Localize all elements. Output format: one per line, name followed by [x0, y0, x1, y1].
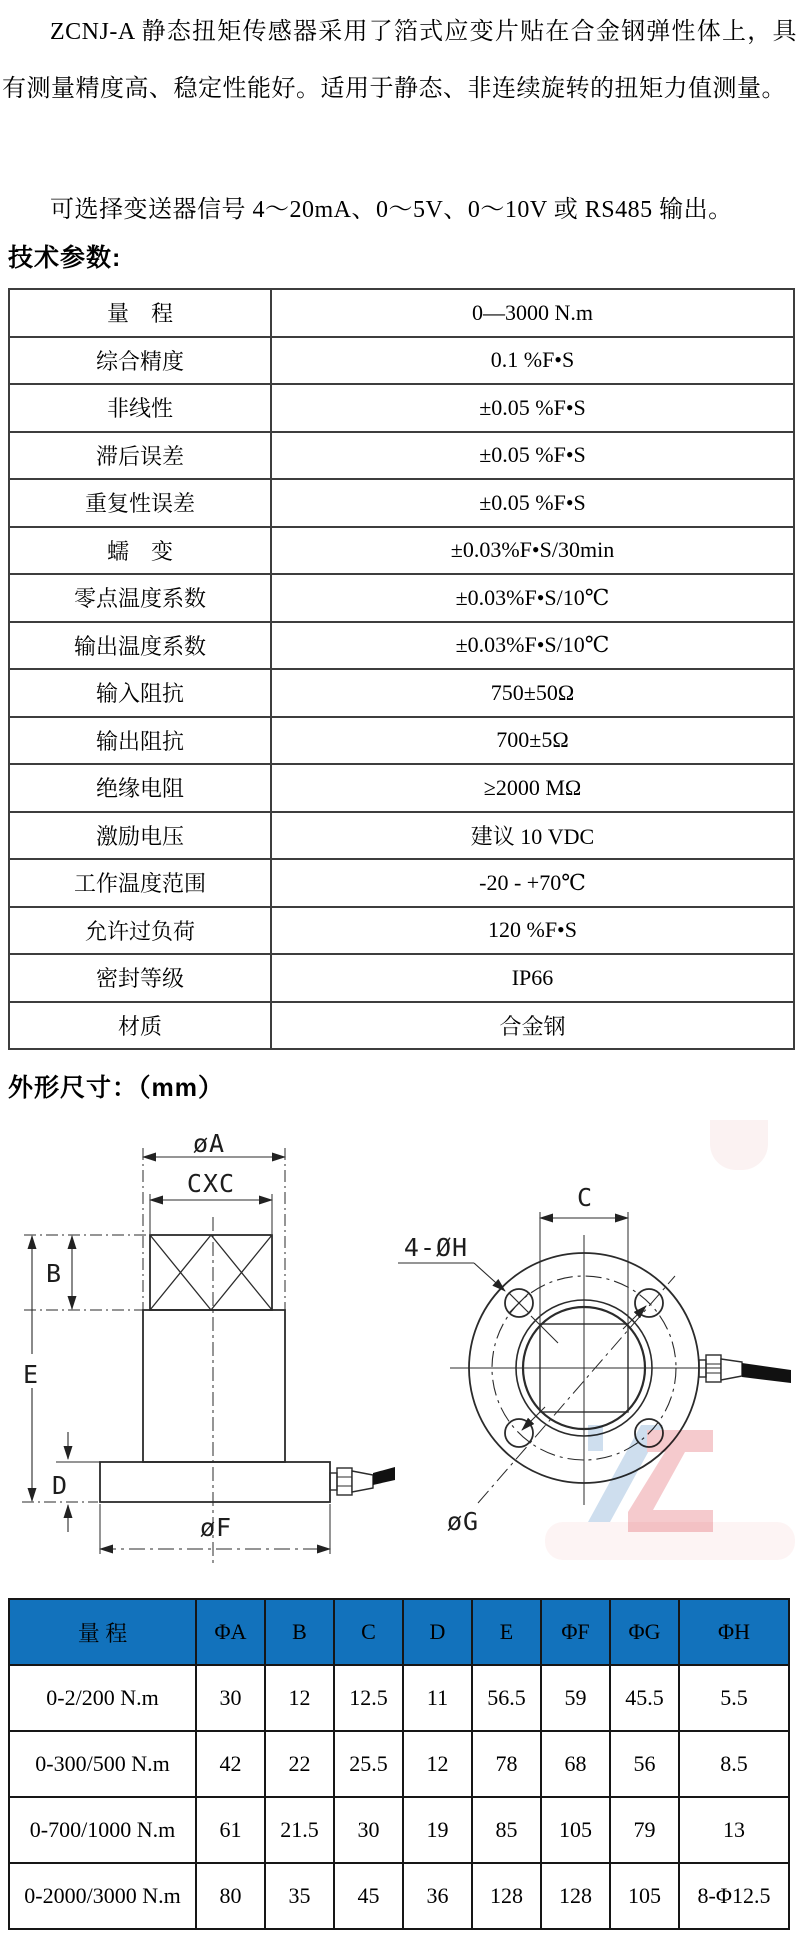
- spec-row: [9, 574, 794, 622]
- dim-value-cell: 19: [403, 1797, 472, 1863]
- dim-value-cell: 68: [541, 1731, 610, 1797]
- dim-value-cell: 30: [334, 1797, 403, 1863]
- spec-param-value: 120 %F•S: [271, 907, 794, 955]
- dim-col-header: D: [403, 1599, 472, 1665]
- dim-value-cell: 8-Φ12.5: [679, 1863, 789, 1929]
- spec-param-value: ±0.05 %F•S: [271, 479, 794, 527]
- connector-nut: [337, 1468, 352, 1495]
- front-view-drawing: [395, 1118, 800, 1568]
- spec-row: [9, 289, 794, 337]
- dim-value-cell: 59: [541, 1665, 610, 1731]
- dim-label-e: E: [22, 1360, 40, 1389]
- spec-table-body: [9, 289, 794, 1049]
- spec-param-name: 输入阻抗: [9, 669, 271, 717]
- spec-param-name: 输出温度系数: [9, 622, 271, 670]
- dimensions-title: 外形尺寸：（mm）: [8, 1074, 224, 1102]
- leader-line-holes: [474, 1263, 505, 1291]
- spec-row: [9, 622, 794, 670]
- dim-value-cell: 13: [679, 1797, 789, 1863]
- dim-value-cell: 56: [610, 1731, 679, 1797]
- dim-value-cell: 45.5: [610, 1665, 679, 1731]
- dia-g-arrow-bl: [522, 1407, 545, 1430]
- spec-row: [9, 527, 794, 575]
- dim-value-cell: 105: [541, 1797, 610, 1863]
- dim-value-cell: 78: [472, 1731, 541, 1797]
- dim-col-header: E: [472, 1599, 541, 1665]
- dim-value-cell: 5.5: [679, 1665, 789, 1731]
- dim-table-head-row: [9, 1599, 789, 1665]
- dim-label-holes: 4-ØH: [403, 1233, 469, 1262]
- connector-collar: [330, 1473, 337, 1490]
- spec-param-name: 综合精度: [9, 337, 271, 385]
- spec-param-name: 允许过负荷: [9, 907, 271, 955]
- dim-col-header: 量 程: [9, 1599, 196, 1665]
- spec-param-name: 绝缘电阻: [9, 764, 271, 812]
- dim-value-cell: 105: [610, 1863, 679, 1929]
- dim-col-header: C: [334, 1599, 403, 1665]
- spec-row: [9, 432, 794, 480]
- dim-table-row: [9, 1863, 789, 1929]
- connector-cable: [742, 1363, 791, 1383]
- spec-row: [9, 1002, 794, 1050]
- dim-value-cell: 8.5: [679, 1731, 789, 1797]
- spec-param-value: 750±50Ω: [271, 669, 794, 717]
- dim-range-cell: 0-2/200 N.m: [9, 1665, 196, 1731]
- spec-row: [9, 812, 794, 860]
- spec-row: [9, 669, 794, 717]
- spec-param-name: 蠕 变: [9, 527, 271, 575]
- dim-label-dia-f: øF: [199, 1513, 233, 1542]
- logo-blue-square: [588, 1425, 603, 1451]
- dim-table-body: [9, 1665, 789, 1929]
- spec-param-value: ±0.03%F•S/10℃: [271, 574, 794, 622]
- spec-param-value: 0.1 %F•S: [271, 337, 794, 385]
- dim-value-cell: 11: [403, 1665, 472, 1731]
- sensor-base-outline: [100, 1462, 330, 1502]
- intro-paragraph-1: ZCNJ-A 静态扭矩传感器采用了箔式应变片贴在合金钢弹性体上，具有测量精度高、稳定性能好。适用于静态、非连续旋转的扭矩力值测量。: [2, 19, 797, 102]
- dim-value-cell: 12: [403, 1731, 472, 1797]
- dim-value-cell: 56.5: [472, 1665, 541, 1731]
- spec-param-value: ±0.03%F•S/30min: [271, 527, 794, 575]
- dim-label-d: D: [51, 1471, 69, 1500]
- dim-value-cell: 128: [541, 1863, 610, 1929]
- tech-params-title: 技术参数:: [8, 244, 122, 272]
- dim-label-cxc: CXC: [186, 1169, 236, 1198]
- spec-param-value: ≥2000 MΩ: [271, 764, 794, 812]
- dim-table-row: [9, 1797, 789, 1863]
- spec-param-value: 0—3000 N.m: [271, 289, 794, 337]
- spec-param-value: ±0.03%F•S/10℃: [271, 622, 794, 670]
- spec-param-name: 材质: [9, 1002, 271, 1050]
- dim-value-cell: 22: [265, 1731, 334, 1797]
- spec-param-value: 建议 10 VDC: [271, 812, 794, 860]
- spec-param-name: 重复性误差: [9, 479, 271, 527]
- spec-param-value: 合金钢: [271, 1002, 794, 1050]
- intro-paragraph-2: 可选择变送器信号 4～20mA、0～5V、0～10V 或 RS485 输出。: [50, 197, 733, 223]
- spec-param-name: 激励电压: [9, 812, 271, 860]
- dim-range-cell: 0-700/1000 N.m: [9, 1797, 196, 1863]
- dim-table-row: [9, 1731, 789, 1797]
- spec-row: [9, 859, 794, 907]
- dim-value-cell: 12.5: [334, 1665, 403, 1731]
- connector-cone: [721, 1359, 742, 1380]
- dim-value-cell: 128: [472, 1863, 541, 1929]
- spec-row: [9, 384, 794, 432]
- dim-value-cell: 42: [196, 1731, 265, 1797]
- dim-value-cell: 30: [196, 1665, 265, 1731]
- dim-table-row: [9, 1665, 789, 1731]
- spec-param-value: ±0.05 %F•S: [271, 384, 794, 432]
- dim-value-cell: 79: [610, 1797, 679, 1863]
- tech-params-table: [8, 288, 795, 1050]
- spec-param-name: 非线性: [9, 384, 271, 432]
- spec-param-name: 输出阻抗: [9, 717, 271, 765]
- spec-row: [9, 479, 794, 527]
- dim-range-cell: 0-300/500 N.m: [9, 1731, 196, 1797]
- spec-param-value: IP66: [271, 954, 794, 1002]
- dim-label-c: C: [576, 1183, 594, 1212]
- dim-value-cell: 21.5: [265, 1797, 334, 1863]
- sensor-body-outline: [143, 1310, 285, 1462]
- dim-range-cell: 0-2000/3000 N.m: [9, 1863, 196, 1929]
- spec-param-value: 700±5Ω: [271, 717, 794, 765]
- spec-row: [9, 907, 794, 955]
- spec-param-name: 工作温度范围: [9, 859, 271, 907]
- dim-value-cell: 25.5: [334, 1731, 403, 1797]
- dim-col-header: ΦA: [196, 1599, 265, 1665]
- dim-value-cell: 85: [472, 1797, 541, 1863]
- spec-param-name: 密封等级: [9, 954, 271, 1002]
- dim-value-cell: 12: [265, 1665, 334, 1731]
- side-view-drawing: [10, 1122, 395, 1567]
- spec-row: [9, 337, 794, 385]
- dim-col-header: ΦF: [541, 1599, 610, 1665]
- dim-value-cell: 35: [265, 1863, 334, 1929]
- dim-col-header: ΦH: [679, 1599, 789, 1665]
- spec-param-name: 零点温度系数: [9, 574, 271, 622]
- dimension-table: [8, 1598, 790, 1930]
- connector-cable: [373, 1467, 395, 1485]
- dim-label-b: B: [45, 1259, 63, 1288]
- dim-col-header: B: [265, 1599, 334, 1665]
- spec-row: [9, 764, 794, 812]
- dim-value-cell: 45: [334, 1863, 403, 1929]
- spec-param-value: -20 - +70℃: [271, 859, 794, 907]
- dim-value-cell: 36: [403, 1863, 472, 1929]
- spec-param-name: 量 程: [9, 289, 271, 337]
- dim-value-cell: 61: [196, 1797, 265, 1863]
- dim-label-dia-g: øG: [446, 1507, 480, 1536]
- spec-row: [9, 954, 794, 1002]
- dim-label-dia-a: øA: [192, 1129, 226, 1158]
- spec-row: [9, 717, 794, 765]
- dim-value-cell: 80: [196, 1863, 265, 1929]
- dim-col-header: ΦG: [610, 1599, 679, 1665]
- spec-param-value: ±0.05 %F•S: [271, 432, 794, 480]
- spec-param-name: 滞后误差: [9, 432, 271, 480]
- shaft-block-outline: [150, 1235, 272, 1310]
- dia-g-arrow-tr: [623, 1306, 646, 1329]
- leader-continuation: [531, 1316, 558, 1343]
- connector-cone: [352, 1471, 373, 1492]
- brand-watermark-logo: [588, 1425, 713, 1532]
